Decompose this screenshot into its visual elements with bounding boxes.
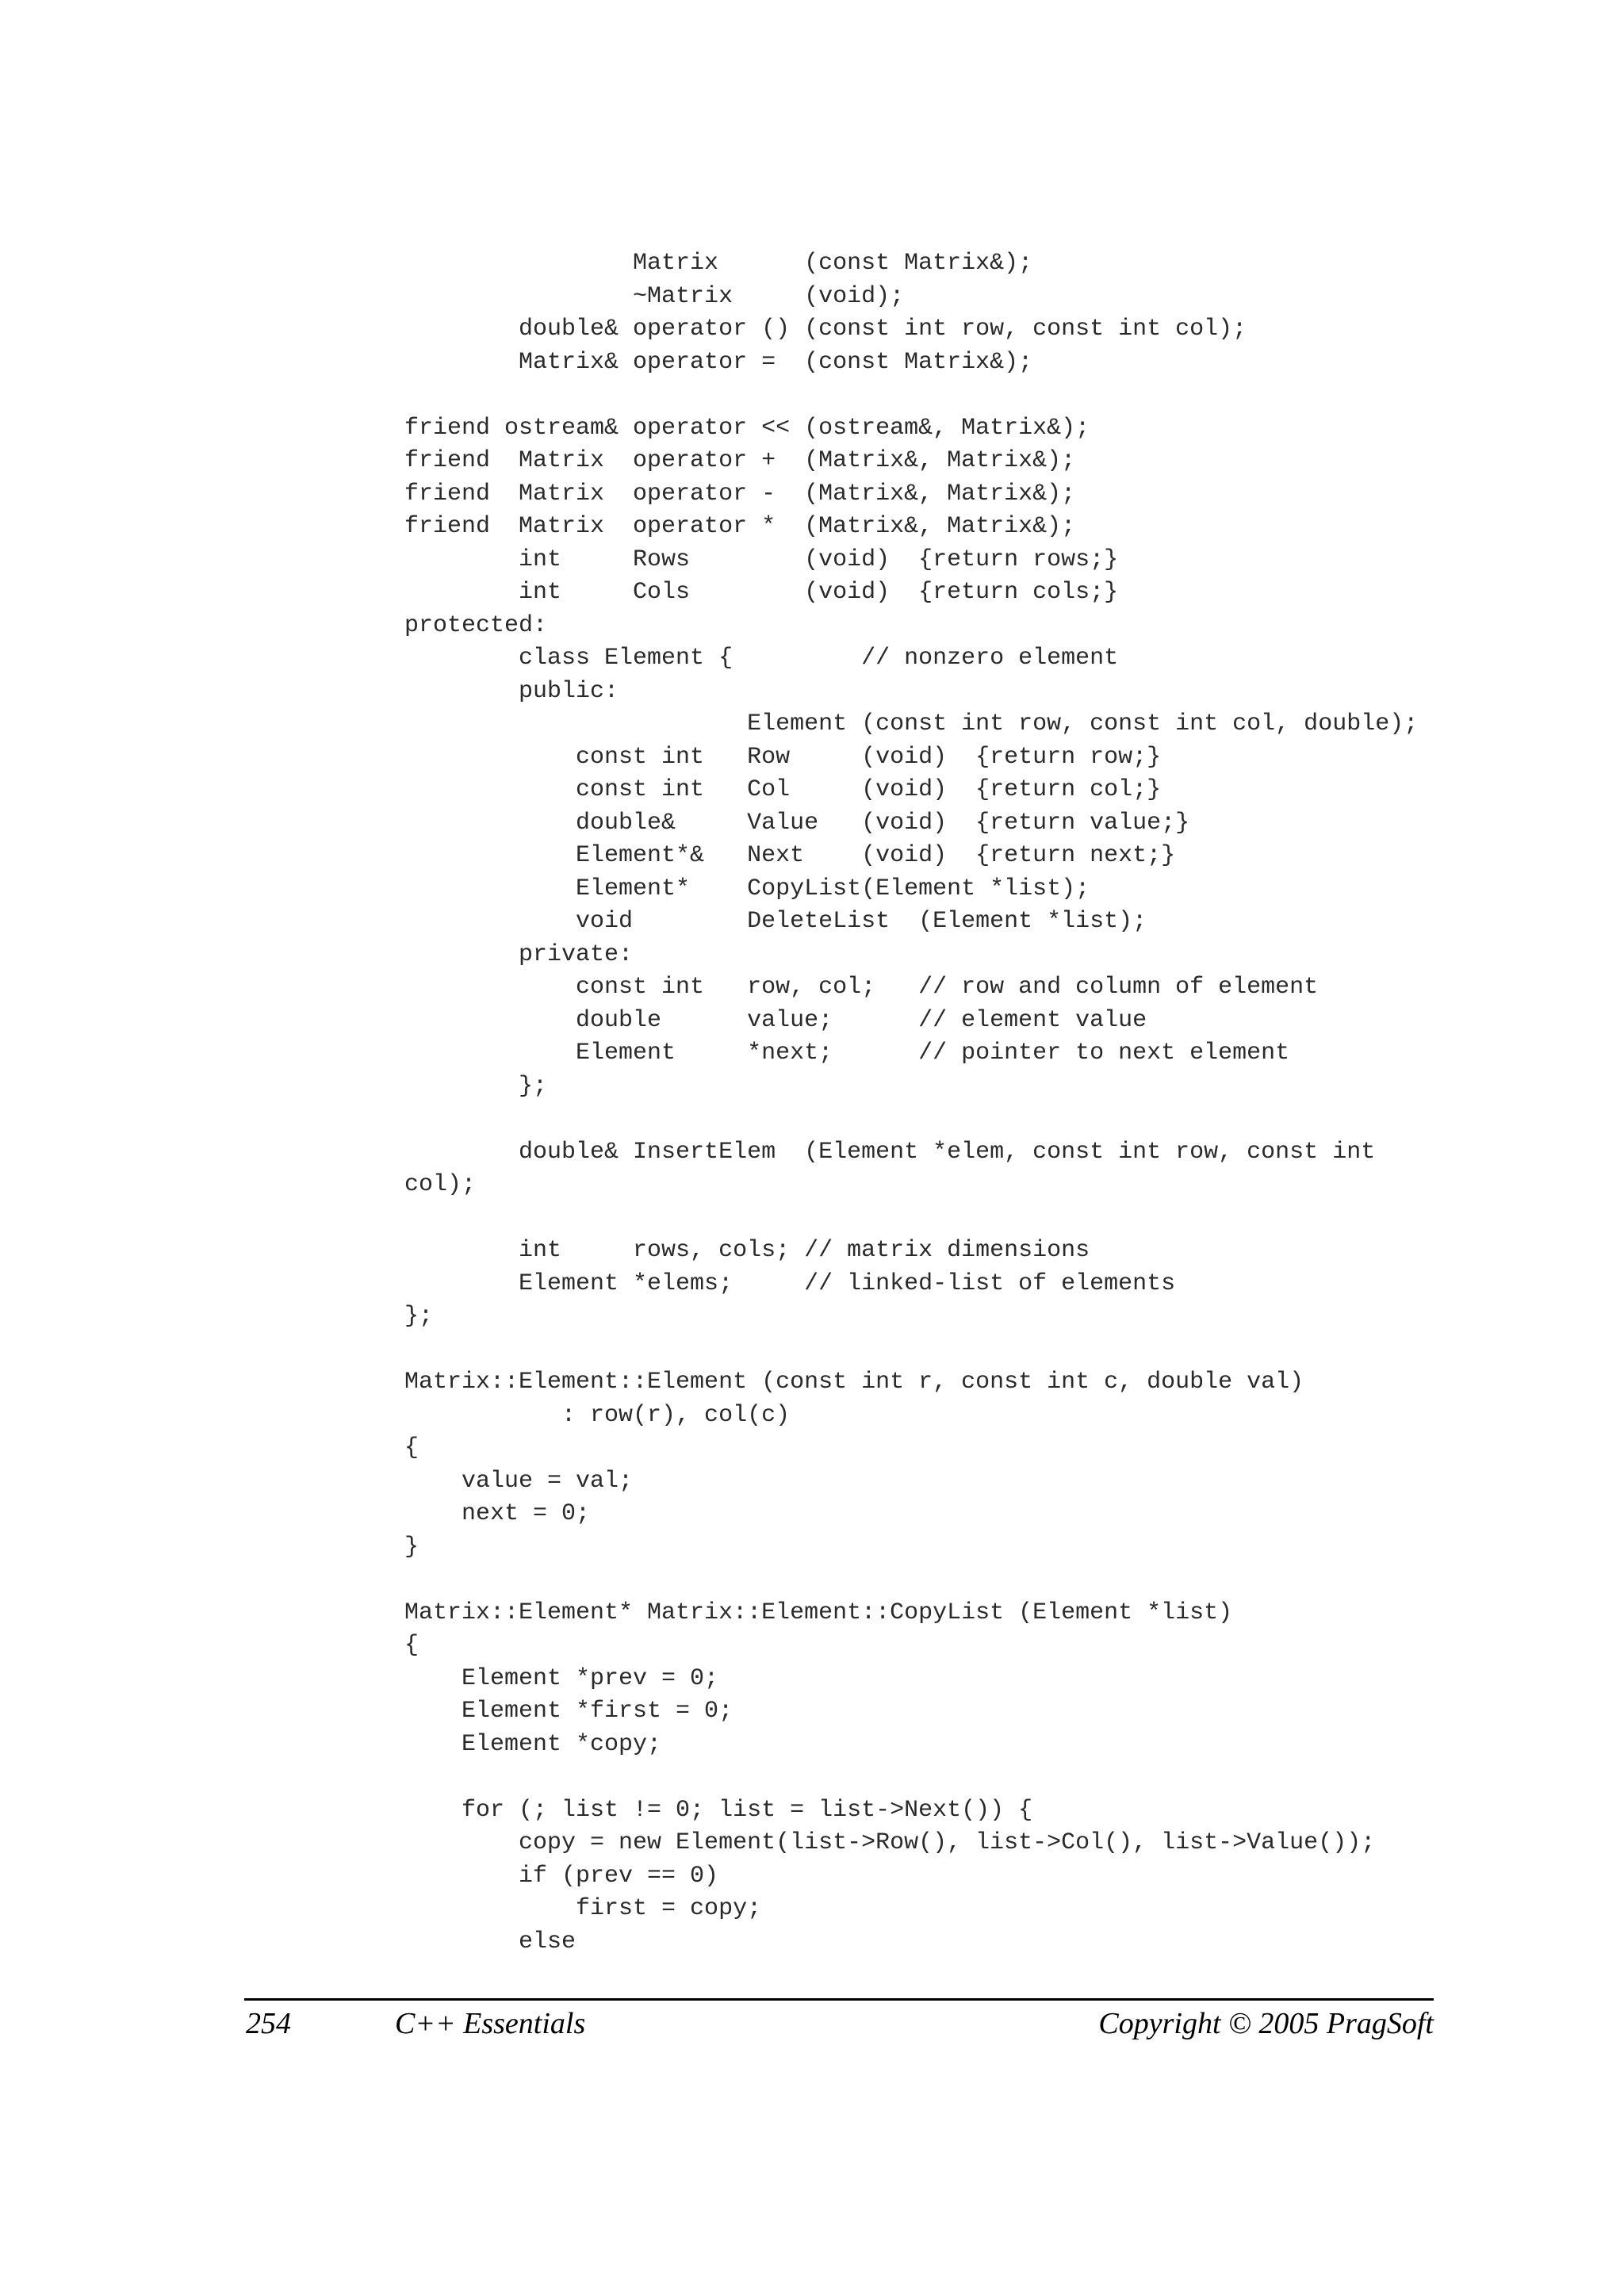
code-line: Element *elems; // linked-list of elements xyxy=(404,1270,1176,1297)
code-line xyxy=(404,1564,1418,1597)
code-line: friend Matrix operator + (Matrix&, Matrix&); xyxy=(404,447,1076,474)
code-line: Matrix& operator = (const Matrix&); xyxy=(404,348,1033,376)
code-line: const int Row (void) {return row;} xyxy=(404,743,1162,771)
code-line xyxy=(404,379,1418,412)
code-line: Element*& Next (void) {return next;} xyxy=(404,842,1176,869)
code-line: protected: xyxy=(404,611,548,639)
code-line: double& Value (void) {return value;} xyxy=(404,809,1190,837)
code-line: public: xyxy=(404,677,619,705)
code-line: Element *first = 0; xyxy=(404,1698,733,1725)
code-line: int Cols (void) {return cols;} xyxy=(404,579,1119,606)
code-line: { xyxy=(404,1434,419,1461)
code-line xyxy=(404,1202,1418,1235)
code-line: friend Matrix operator - (Matrix&, Matrix&); xyxy=(404,480,1076,507)
code-line: Matrix::Element::Element (const int r, const int c, double val) xyxy=(404,1369,1304,1396)
code-line xyxy=(404,1761,1418,1794)
code-line: col); xyxy=(404,1171,477,1198)
book-title: C++ Essentials xyxy=(395,2007,586,2040)
code-line: value = val; xyxy=(404,1467,634,1495)
code-line xyxy=(404,1103,1418,1136)
code-line: private: xyxy=(404,940,634,968)
code-line: const int row, col; // row and column of element xyxy=(404,974,1319,1001)
code-listing xyxy=(404,247,1418,1959)
code-line: Matrix (const Matrix&); xyxy=(404,250,1033,277)
footer-rule xyxy=(244,1998,1434,2001)
code-line: first = copy; xyxy=(404,1895,762,1922)
code-line: Element *next; // pointer to next element xyxy=(404,1040,1290,1067)
copyright-notice: Copyright © 2005 PragSoft xyxy=(1098,2007,1434,2040)
code-line: Matrix::Element* Matrix::Element::CopyList (Element *list) xyxy=(404,1599,1233,1626)
code-line: int rows, cols; // matrix dimensions xyxy=(404,1237,1090,1264)
code-line: next = 0; xyxy=(404,1500,591,1527)
code-line: friend ostream& operator << (ostream&, Matrix&); xyxy=(404,414,1090,442)
code-line: if (prev == 0) xyxy=(404,1862,719,1890)
code-line: friend Matrix operator * (Matrix&, Matrix&); xyxy=(404,513,1076,540)
code-line: copy = new Element(list->Row(), list->Col(), list->Value()); xyxy=(404,1829,1376,1856)
code-line: : row(r), col(c) xyxy=(404,1401,791,1429)
code-line: { xyxy=(404,1632,419,1659)
code-line: Element *prev = 0; xyxy=(404,1664,719,1692)
code-line: double& operator () (const int row, const int col); xyxy=(404,316,1247,343)
code-line: Element *copy; xyxy=(404,1730,662,1758)
code-line: ~Matrix (void); xyxy=(404,282,905,310)
page-number: 254 xyxy=(246,2007,291,2040)
code-line: int Rows (void) {return rows;} xyxy=(404,546,1119,573)
code-line: class Element { // nonzero element xyxy=(404,645,1119,672)
code-line xyxy=(404,1334,1418,1367)
code-line: }; xyxy=(404,1303,434,1330)
code-line: Element (const int row, const int col, double); xyxy=(404,710,1419,737)
code-line: } xyxy=(404,1533,419,1561)
code-line: }; xyxy=(404,1072,548,1100)
code-line: double value; // element value xyxy=(404,1006,1147,1034)
code-line: else xyxy=(404,1928,576,1955)
code-line: double& InsertElem (Element *elem, const int row, const int xyxy=(404,1138,1376,1166)
code-line: const int Col (void) {return col;} xyxy=(404,776,1162,803)
code-line: for (; list != 0; list = list->Next()) { xyxy=(404,1796,1033,1824)
code-line: Element* CopyList(Element *list); xyxy=(404,875,1090,902)
code-line: void DeleteList (Element *list); xyxy=(404,908,1147,935)
